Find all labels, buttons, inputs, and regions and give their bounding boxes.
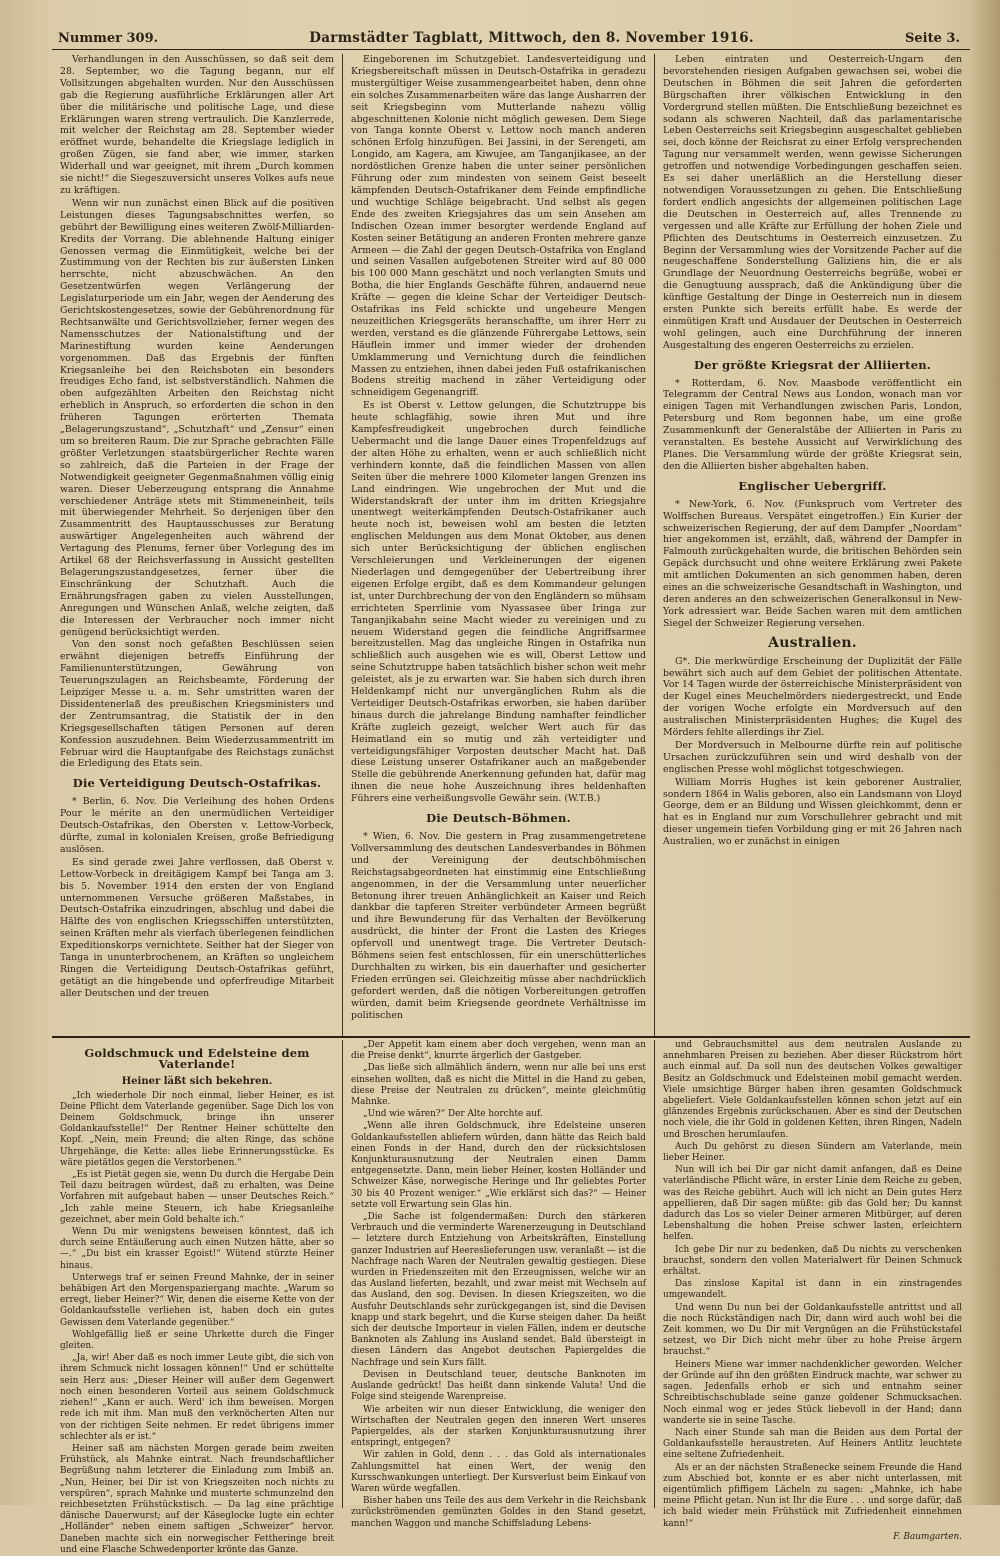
paragraph: Und wenn Du nun bei der Goldankaufsstelle antrittst und all die noch Rückständigen nach Dir, dann wird auch wohl bei die Zeit kommen, wo Du Dir mit Vergnügen an die Frühstückstafel setzest, wo Dir Dich nicht mehr über zu hohe Preise ärgern brauchst.“ [663,1302,962,1358]
paragraph: Als er an der nächsten Straßenecke seinem Freunde die Hand zum Abschied bot, konnte er es aber nicht unterlassen, mit eigentümlich pfiffigem Lächeln zu sagen: „Mahnke, ich habe meine Pflicht getan. Nun ist Ihr die Eure . . . und sorge dafür, daß ich bald wieder mein Frühstück mit Zufriedenheit einnehmen kann!“ [663,1462,962,1529]
article-heading: Der größte Kriegsrat der Alliierten. [694,357,931,372]
paragraph: „Es ist Pietät gegen sie, wenn Du durch die Hergabe Dein Teil dazu beitragen würdest, daß zu erhalten, was Deine Vorfahren mit aufgebaut haben — unser Deutsches Reich.“ „Ich zahle meine Steuern, ich habe Kriegsanleihe gezeichnet, aber mein Gold behalte ich.“ [60,1170,334,1225]
feuilleton-title: Goldschmuck und Edelsteine dem Vaterlande! [84,1046,310,1072]
paragraph: „Die Sache ist folgendermaßen: Durch den stärkeren Verbrauch und die verminderte Warenerzeugung in Deutschland — letztere durch Entziehung von Arbeitskräften, Einstellung ganzer Industrien auf Heereslieferungen usw. veranlaßt — ist die Nachfrage nach Waren der Neutralen gewaltig gestiegen. Diese wurden in Friedenszeiten mit den Erzeugnissen, welche wir an das Ausland lieferten, bezahlt, und zwar meist mit Wechseln auf das Ausland, den sog. Devisen. In diesen Kriegszeiten, wo die Ausfuhr Deutschlands sehr zurückgegangen ist, sind die Devisen knapp und stark begehrt, und die Kurse steigen daher. Da heißt sich der deutsche Importeur in vielen Fällen, indem er deutsche Banknoten als Zahlung ins Ausland sendet. Bald übersteigt in diesen Ländern das Angebot deutschen Papiergeldes die Nachfrage und sein Kurs fällt. [351,1212,646,1368]
article-heading: Die Verteidigung Deutsch-Ostafrikas. [72,776,322,791]
paragraph: Wie arbeiten wir nun dieser Entwicklung, die weniger den Wirtschaften der Neutralen gegen den inneren Wert unseres Papiergeldes, als der starken Konjunkturausnutzung ihrer entspringt, entgegen? [351,1404,646,1449]
paragraph: Bisher haben uns Teile des aus dem Verkehr in die Reichsbank zurückströmenden gemünzten Goldes in den Stand gesetzt, manchen Waggon und manche Schiffsladung Lebens- [351,1496,646,1529]
paragraph: Devisen in Deutschland teuer, deutsche Banknoten im Auslande gedrückt! Das heißt dann sinkende Valuta! Und die Folge sind steigende Warenpreise. [351,1369,646,1403]
paragraph: Heiners Miene war immer nachdenklicher geworden. Welcher der Gründe auf ihn den größten Eindruck machte, war schwer zu sagen. Jedenfalls erhob er sich und entnahm seiner Schreibtischschublade seine ganze goldener Schmucksachen. Noch einmal wog er jedes Stück liebevoll in der Hand; dann wanderte sie in seine Tasche. [663,1359,962,1426]
paragraph: * Wien, 6. Nov. Die gestern in Prag zusammengetretene Vollversammlung des deutschen Landesverbandes in Böhmen und der Vereinigung der deutschböhmischen Reichstagsabgeordneten hat einstimmig eine Entschließung angenommen, in der die Versammlung unter neuerlicher Betonung ihrer treuen Anhänglichkeit an Kaiser und Reich dankbar die tapferen Streiter verbündeter Armeen begrüßt und ihre Bewunderung für das Verhalten der Bevölkerung ausdrückt, die hinter der Front die Lasten des Krieges opfervoll und unentwegt trage. Die Vertreter Deutsch-Böhmens seien fest entschlossen, für ein unerschütterliches Durchhalten zu wirken, bis ein dauerhafter und gesicherter Frieden errüngen sei. Gleichzeitig müsse aber nachdrücklich gefordert werden, daß die nötigen Vorbereitungen getroffen würden, damit beim Kriegsende geordnete Verhältnisse im politischen [351,831,646,1021]
paragraph: * New-York, 6. Nov. (Funkspruch vom Vertreter des Wolffschen Bureaus. Verspätet eingetroffen.) Ein Kurier der schweizerischen Regierung, der auf dem Dampfer „Noordam“ hier angekommen ist, erzählt, daß, während der Dampfer in Falmouth zurückgehalten wurde, die britischen Behörden sein Gepäck durchsucht und ohne weitere Erklärung zwei Pakete mit amtlichen Dokumenten an sich genommen haben, deren eines an die schweizerische Gesandtschaft in Washington, und deren anderes an den schweizerischen Generalkonsul in New-York adressiert war. Beide Sachen waren mit dem amtlichen Siegel der Schweizer Regierung versehen. [663,498,962,629]
column-1 [52,54,342,1036]
paragraph: Wenn Du mir wenigstens beweisen könntest, daß ich durch seine Entäußerung auch einen Nutzen hätte, aber so —.“ „Du bist ein krasser Egoist!“ Wütend stürzte Heiner hinaus. [60,1227,334,1271]
paragraph: Unterwegs traf er seinen Freund Mahnke, der in seiner behäbigen Art den Morgenspaziergang machte. „Warum so erregt, lieber Heiner?“ Wir, denen die eiserne Kette von der Goldankaufsstelle verliehen ist, haben doch ein gutes Gewissen dem Vaterlande gegenüber.“ [60,1272,334,1328]
paragraph: „Und wie wären?“ Der Alte horchte auf. [363,1109,543,1120]
paragraph: Ich gebe Dir nur zu bedenken, daß Du nichts zu verschenken brauchst, sondern den vollen Materialwert für Deinen Schmuck erhältst. [663,1244,962,1278]
paragraph: „Wenn alle ihren Goldschmuck, ihre Edelsteine unseren Goldankaufsstellen abliefern würden, dann hätte das Reich bald einen Fonds in der Hand, durch den der rücksichtslosen Konjunkturausnutzung der Neutralen einen Damm entgegensetzte. Dann, mein lieber Heiner, kosten Holländer und Schweizer Käse, norwegische Heringe und Ihr geliebtes Porter 30 bis 40 Prozent weniger.“ „Wie erklärst sich das?“ — Heiner setzte voll Erwartung sein Glas hin. [351,1121,646,1210]
paragraph: * Rotterdam, 6. Nov. Maasbode veröffentlicht ein Telegramm der Central News aus London, wonach man vor einigen Tagen mit Verhandlungen zwischen Paris, London, Petersburg und Rom begonnen habe, um eine große Zusammenkunft der Generalstäbe der Alliierten in Paris zu veranstalten. Es bestehe Aussicht auf Verwirklichung des Planes. Die Versammlung würde der größte Kriegsrat sein, den die Alliierten bisher abgehalten haben. [663,377,962,472]
paragraph: und Gebrauchsmittel aus dem neutralen Auslande zu annehmbaren Preisen zu beziehen. Aber dieser Rückstrom hört auch einmal auf. Da soll nun des deutschen Volkes gewaltiger Besitz an Goldschmuck und Edelsteinen mobil gemacht werden. Viele umsichtige Bürger haben ihren gesamten Goldschmuck abgeliefert. Viele Goldankaufsstellen können schon jetzt auf ein glänzendes Ergebnis zurückschauen. Aber es sind der Deutschen noch viele, die ihr Gold in goldenen Ketten, ihren Ringen, Nadeln und Broschen herumlaufen. [663,1040,962,1140]
feuilleton-column-3 [654,1040,970,1542]
paragraph: Es ist Oberst v. Lettow gelungen, die Schutztruppe bis heute schlagfähig, sowie ihren Mut und ihre Kampfesfreudigkeit ungebrochen durch feindliche Uebermacht und die lange Dauer eines Tropenfeldzugs auf der alten Höhe zu erhalten, wenn er auch schließlich nicht verhindern konnte, daß die feindlichen Massen von allen Seiten über die mehrere 1000 Kilometer langen Grenzen ins Land eindringen. Wie ungebrochen der Mut und die Widerstandskraft der unter ihm im dritten Kriegsjahre unentwegt weiterkämpfenden Deutsch-Ostafrikaner auch heute noch ist, beweisen wohl am besten die letzten englischen Meldungen aus dem Monat Oktober, aus denen sich unter Berücksichtigung der üblichen englischen Verschleierungen und Verkleinerungen der eigenen Niederlagen und demgegenüber der Uebertreibung ihrer eigenen Erfolge ergibt, daß es dem Kommandeur gelungen ist, unter Durchbrechung der von den Engländern so mühsam errichteten Sperrlinie vom Nyassasee über Iringa zur Tanganjikabahn seine Macht wieder zu vereinigen und zu neuem Widerstand gegen die feindliche Angriffsarmee bereitzustellen. Mag das ungleiche Ringen in Ostafrika nun schließlich auch ausgehen wie es will, Oberst Lettow und seine Schutztruppe haben tatsächlich bisher schon weit mehr geleistet, als je zu erwarten war. Sie haben sich durch ihren Heldenkampf nicht nur unvergänglichen Ruhm als die Verteidiger Deutsch-Ostafrikas erworben, sie haben darüber hinaus durch die jahrelange Bindung namhafter feindlicher Kräfte zugleich gezeigt, welcher Wert auch für das Heimatland ein so mutig und zäh verteidigter und verteidigungsfähiger Vorposten deutscher Macht hat. Daß diese Leistung unserer Ostafrikaner auch an maßgebender Stelle die gebührende Anerkennung gefunden hat, dafür mag ihnen die neue hohe Auszeichnung ihres heldenhaften Führers eine verheißungsvolle Gewähr sein. (W.T.B.) [351,400,646,805]
paragraph: Verhandlungen in den Ausschüssen, so daß seit dem 28. September, wo die Tagung begann, nur elf Vollsitzungen abgehalten wurden. Nur den Ausschüssen gab die Regierung ausführliche Erklärungen aller Art über die militärische und politische Lage, und diese Erklärungen waren streng vertraulich. Die Kanzlerrede, mit welcher der Reichstag am 28. September wieder eröffnet wurde, behandelte die Kriegslage lediglich in großen Zügen, sie fand aber, wie immer, starken Widerhall und war geeignet, mit ihrem „Durch kommen sie nicht!“ die Siegeszuversicht unseres Volkes aufs neue zu kräftigen. [60,54,334,196]
paragraph: „Ja, wir! Aber daß es noch immer Leute gibt, die sich von ihrem Schmuck nicht lossagen können!“ Und er schüttelte sein Herz aus: „Dieser Heiner will außer dem Gegenwert noch einen besonderen Vorteil aus seinem Goldschmuck ziehen!“ „Kann er auch. Werd' ich ihm beweisen. Morgen rede ich mit ihm. Man muß den verknöcherten Alten nur von der richtigen Seite nehmen. Er redet übrigens immer schlechter als er ist.“ [60,1353,334,1442]
paragraph: Wohlgefällig ließ er seine Uhrkette durch die Finger gleiten. [60,1329,334,1352]
paragraph: „Das ließe sich allmählich ändern, wenn nur alle bei uns erst einsehen wollten, daß es nicht die Mittel in die Hand zu geben, diese Preise der Neutralen zu drücken“, meinte gleichmütig Mahnke. [351,1063,646,1108]
paragraph: Auch Du gehörst zu diesen Sündern am Vaterlande, mein lieber Heiner. [663,1141,962,1164]
paragraph: Es sind gerade zwei Jahre verflossen, daß Oberst v. Lettow-Vorbeck in dreitägigem Kampf bei Tanga am 3. bis 5. November 1914 den ersten der von England unternommenen Versuche größeren Maßstabes, in Deutsch-Ostafrika einzudringen, abschlug und dabei die Hälfte des von englischen Kriegsschiffen unterstützten, seinen Kräften mehr als vierfach überlegenen feindlichen Expeditionskorps vernichtete. Seither hat der Sieger von Tanga in ununterbrochenem, an Kräften so ungleichem Ringen die Verteidigung Deutsch-Ostafrikas geführt, getätigt an die hingebende und opferfreudige Mitarbeit aller Deutschen und der treuen [60,856,334,999]
paragraph: Das zinslose Kapital ist dann in ein zinstragendes umgewandelt. [663,1279,962,1301]
column-3 [654,54,970,1036]
article-heading: Englischer Uebergriff. [738,478,887,493]
page-edge-shading [970,0,1000,1505]
paragraph: Nun will ich bei Dir gar nicht damit anfangen, daß es Deine vaterländische Pflicht wäre, in erster Linie dem Reiche zu geben, was des Reiche gebührt. Auch will ich nicht an Dein gutes Herz appellieren, daß Dir sagen müßte: gib das Gold her; Du kannst dadurch das Los so vieler Deiner armeren Mitbürger, auf deren Lebenshaltung die hohen Preise schwer lasten, erleichtern helfen. [663,1165,962,1243]
paragraph: G*. Die merkwürdige Erscheinung der Duplizität der Fälle bewährt sich auch auf dem Gebiet der politischen Attentate. Vor 14 Tagen wurde der österreichische Ministerpräsident von der Kugel eines Meuchelmörders niedergestreckt, und Ende der vorigen Woche erfolgte ein Mordversuch auf den australischen Ministerpräsidenten Hughes; die Kugel des Mörders fehlte allerdings ihr Ziel. [663,655,962,739]
article-heading: Australien. [768,634,857,651]
newspaper-title-date: Darmstädter Tagblatt, Mittwoch, den 8. November 1916. [309,30,754,46]
paragraph: Nach einer Stunde sah man die Beiden aus dem Portal der Goldankaufsstelle heraustreten. Auf Heiners Antlitz leuchtete eine seltene Zufriedenheit. [663,1427,962,1461]
column-2 [342,54,654,1036]
paragraph: Der Mordversuch in Melbourne dürfte rein auf politische Ursachen zurückzuführen sein und wird deshalb von der englischen Presse wohl möglichst totgeschwiegen. [663,739,962,775]
paragraph: Wenn wir nun zunächst einen Blick auf die positiven Leistungen dieses Tagungsabschnittes werfen, so gebührt der Bewilligung eines weiteren Zwölf-Milliarden-Kredits der Vorrang. Die ablehnende Haltung einiger Genossen vermag die Einmütigkeit, welche bei der Zustimmung von der Rechten bis zur äußersten Linken herrschte, nicht abzuschwächen. An den Gesetzentwürfen wegen Verlängerung der Legislaturperiode um ein Jahr, wegen der Aenderung des Gerichtskostengesetzes, sowie der Gebührenordnung für Rechtsanwälte und Gerichtsvollzieher, ferner wegen des Namensschutzes der Nationalstiftung und der Marinestiftung wurden keine Aenderungen vorgenommen. Daß das Ergebnis der fünften Kriegsanleihe bei den Reichsboten ein besonders freudiges Echo fand, ist selbstverständlich. Nahmen die oben aufgezählten Arbeiten den Reichstag nicht erheblich in Anspruch, so erforderten die schon in den früheren Tagungen erörterten Themata „Belagerungszustand“, „Schutzhaft“ und „Zensur“ einen um so breiteren Raum. Die zur Sprache gebrachten Fälle größter Verletzungen staatsbürgerlicher Rechte waren so zahlreich, daß die Parteien in der Frage der Notwendigkeit geeigneter Gegenmaßnahmen völlig einig waren. Dieser Ueberzeugung entsprang die Annahme verschiedener Anträge stets mit Stimmeneinheit, teils mit überwiegender Mehrheit. So derjenigen über den Zusammentritt des Hauptausschusses zur Beratung auswärtiger Angelegenheiten auch während der Vertagung des Plenums, ferner über Vorlegung des im Artikel 68 der Reichsverfassung in Aussicht gestellten Belagerungszustandgesetzes, ferner über die Einschränkung der Schutzhaft. Auch die Ernährungsfragen gaben zu vielen Ausstellungen, Anregungen und Wünschen Anlaß, welche zeigten, daß die Interessen der Verbraucher noch immer nicht genügend berücksichtigt werden. [60,197,334,638]
top-section [52,54,970,1038]
paragraph: Heiner saß am nächsten Morgen gerade beim zweiten Frühstück, als Mahnke eintrat. Nach freundschaftlicher Begrüßung nahm letzterer die Einladung zum Imbiß an. „Nun, Heiner, bei Dir ist von Kriegszeiten noch nichts zu verspüren“, sprach Mahnke und musterte schmunzelnd den reichbesetzten Frühstückstisch. — Da lag eine prächtige dänische Dauerwurst; auf der Käseglocke lugte ein echter „Holländer“ neben einem saftigen „Schweizer“ hervor. Daneben machte sich ein norwegischer Fettheringe breit und eine Flasche Schwedenporter krönte das Ganze. [60,1443,334,1555]
paragraph: Wir zahlen in Gold, denn . . . das Gold als internationales Zahlungsmittel hat einen Wert, der wenig den Kursschwankungen unterliegt. Der Kursverlust beim Einkauf von Waren würde wegfallen. [351,1450,646,1494]
paragraph: William Morris Hughes ist kein geborener Australier, sondern 1864 in Walis geboren, also ein Landsmann von Lloyd George, dem er an Bildung und Wissen gleichkommt, denn er hat es in England nur zum Vorschullehrer gebracht und mit dieser ungemein tiefen Vorbildung ging er mit 26 Jahren nach Australien, wo er zunächst in einigen [663,776,962,848]
paragraph: Von den sonst noch gefaßten Beschlüssen seien erwähnt diejenigen betreffs Einführung der Familienunterstützungen, Gewährung von Teuerungszulagen an Reichsbeamte, Förderung der Leipziger Messe u. a. m. Sehr umstritten waren der Dissidentenerlaß des preußischen Kriegsministers und der Zentrumsantrag, die Statistik der in den Kriegsgesellschaften tätigen Personen auf deren Konfession auszudehnen. Beim Wiederzusammentritt im Februar wird die Hauptaufgabe des Reichstags zunächst die Erledigung des Etats sein. [60,639,334,770]
feuilleton-column-2 [342,1040,654,1529]
paragraph: Eingeborenen im Schutzgebiet. Landesverteidigung und Kriegsbereitschaft müssen in Deutsch-Ostafrika in geradezu mustergültiger Weise zusammengearbeitet haben, denn ohne ein solches Zusammenarbeiten wäre das lange Ausharren der seit Kriegsbeginn vom Mutterlande nahezu völlig abgeschnittenen Kolonie nicht möglich gewesen. Dem Siege von Tanga konnte Oberst v. Lettow noch manch anderen schönen Erfolg hinzufügen. Bei Jassini, in der Serengeti, am Longido, am Kagera, am Kiwujee, am Tanganjikasee, an der nordöstlichen Grenze haben die unter seiner persönlichen Führung oder zum mindesten von seinem Geist beseelt kämpfenden Deutsch-Ostafrikaner dem Feinde empfindliche und wuchtige Schläge beigebracht. Und selbst als gegen Ende des zweiten Kriegsjahres das um sein Ansehen am Indischen Ozean immer besorgter werdende England auf Kosten seiner Betätigung an anderen Fronten mehrere ganze Armeen — die Zahl der gegen Deutsch-Ostafrika von England und seinen Vasallen aufgebotenen Streiter wird auf 80 000 bis 100 000 Mann geschätzt und noch verlangten Smuts und Botha, die hier Englands Geschäfte führen, andauernd neue Kräfte — gegen die kleine Schar der Verteidiger Deutsch-Ostafrikas ins Feld schickte und ungeheure Mengen neuzeitlichen Kriegsgeräts heranschaffte, um ihrer Herr zu werden, verstand es die glänzende Führergabe Lettows, sein Häuflein immer und immer wieder der drohenden Umklammerung und Vernichtung durch die feindlichen Massen zu entziehen, ihnen dabei jeden Fuß ostafrikanischen Bodens streitig machend in zäher Verteidigung oder schneidigem Gegenangriff. [351,54,646,399]
article-heading: Die Deutsch-Böhmen. [426,811,571,826]
page-number: Seite 3. [905,31,960,46]
masthead [52,24,970,50]
paragraph: „Der Appetit kam einem aber doch vergehen, wenn man an die Preise denkt“, knurrte ärgerlich der Gastgeber. [351,1040,646,1062]
feuilleton-subtitle: Heiner läßt sich bekehren. [121,1076,273,1088]
feuilleton-section [52,1040,970,1555]
feuilleton-column-1 [52,1040,342,1555]
issue-number: Nummer 309. [58,31,159,46]
paragraph: Leben eintraten und Oesterreich-Ungarn den bevorstehenden riesigen Aufgaben gewachsen sei, wobei die Deutschen in Böhmen die seit Jahren die geforderten Bürgschaften ihrer völkischen Entwicklung in den Vordergrund stellen müßten. Die Entschließung bezeichnet es sodann als schweren Nachteil, daß das parlamentarische Leben Oesterreichs seit Kriegsbeginn ausgeschaltet geblieben sei, doch könne der Reichsrat zu einer Erfolg versprechenden Tagung nur versammelt werden, wenn gewisse Sicherungen getroffen und notwendige Vorbedingungen geschaffen seien. Es sei daher unerläßlich an die Herstellung dieser notwendigen Voraussetzungen zu gehen. Die Entschließung fordert endlich angesichts der allgemeinen politischen Lage die Deutschen in Oesterreich auf, alles Trennende zu vergessen und alle Kräfte zur Erfüllung der hohen Ziele und Pflichten des Deutschtums in Oesterreich einzusetzen. Zu Beginn der Versammlung wies der Vorsitzende Pacher auf die neugeschaffene Sonderstellung Galiziens hin, die er als Grundlage der Neuordnung Oesterreichs begrüße, wobei er die Genugtuung aussprach, daß die Ankündigung über die künftige Gestaltung der Dinge in Oesterreich nun in diesem ersten Punkte sich bereits erfüllt habe. Es werde der einmütigen Kraft und Ausdauer der Deutschen in Oesterreich wohl gelingen, auch eine Durchführung der inneren Ausgestaltung des engeren Oesterreichs zu erzielen. [663,54,962,351]
paragraph: * Berlin, 6. Nov. Die Verleihung des hohen Ordens Pour le mérite an den unermüdlichen Verteidiger Deutsch-Ostafrikas, den Obersten v. Lettow-Vorbeck, dürfte, zumal in kolonialen Kreisen, große Befriedigung auslösen. [60,796,334,855]
paragraph: „Ich wiederhole Dir noch einmal, lieber Heiner, es ist Deine Pflicht dem Vaterlande gegenüber. Sage Dich los von Deinem Goldschmuck, bringe ihn unserer Goldankaufsstelle!“ Der Rentner Heiner schüttelte den Kopf. „Nein, mein Freund; die alten Ringe, das schöne Uhrgehänge, die Kette: alles liebe Erinnerungsstücke. Es wäre pietätlos gegen die Verstorbenen.“ [60,1090,334,1168]
author-signature: F. Baumgarten. [893,1531,962,1542]
